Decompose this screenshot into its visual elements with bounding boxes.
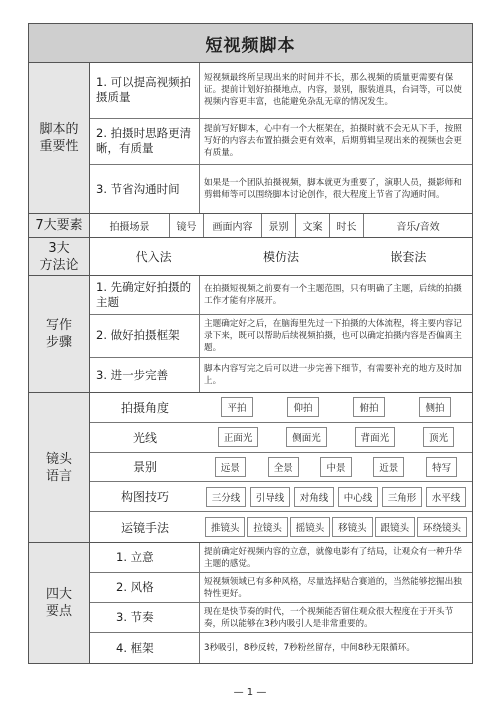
lens-label: 构图技巧 xyxy=(120,490,169,505)
lens-chip: 特写 xyxy=(426,457,457,477)
point-heading: 1. 立意 xyxy=(90,543,200,572)
lens-chip: 推镜头 xyxy=(205,517,246,537)
importance-heading: 3. 节省沟通时间 xyxy=(90,165,200,213)
lens-chip: 中景 xyxy=(320,457,351,477)
step-heading: 3. 进一步完善 xyxy=(90,358,200,392)
page-number: — 1 — xyxy=(233,687,267,698)
lens-chip: 水平线 xyxy=(426,487,467,507)
lens-chip: 中心线 xyxy=(338,487,379,507)
lens-label: 景别 xyxy=(132,460,157,475)
point-heading: 4. 框架 xyxy=(90,633,200,663)
lens-row xyxy=(90,453,472,483)
step-item xyxy=(90,276,472,315)
lens-chip: 全景 xyxy=(268,457,299,477)
section-label-lens: 镜头 语言 xyxy=(29,393,90,542)
lens-label: 运镜手法 xyxy=(120,520,169,535)
section-lens xyxy=(29,393,472,543)
step-item xyxy=(90,315,472,359)
section-label-points: 四大 要点 xyxy=(29,543,90,663)
importance-text: 如果是一个团队拍摄视频，脚本就更为重要了，演职人员，摄影师和剪辑师等可以围绕脚本讨论创作，很大程度上节省了沟通时间。 xyxy=(204,178,462,201)
point-heading: 3. 节奏 xyxy=(90,603,200,632)
point-text: 3秒吸引，8秒反转，7秒粉丝留存，中间8秒无限循环。 xyxy=(204,643,415,653)
importance-item xyxy=(90,165,472,213)
section-label-elements: 7大要素 xyxy=(29,214,90,237)
importance-item xyxy=(90,119,472,166)
lens-label: 光线 xyxy=(132,430,157,445)
lens-chip: 侧拍 xyxy=(419,397,450,417)
lens-chip: 三角形 xyxy=(382,487,423,507)
lens-row xyxy=(90,482,472,512)
element-cell: 拍摄场景 xyxy=(90,214,170,237)
element-cell: 音乐/音效 xyxy=(396,222,440,233)
section-steps xyxy=(29,276,472,393)
section-elements xyxy=(29,214,472,238)
lens-chip: 拉镜头 xyxy=(247,517,288,537)
lens-chip: 跟镜头 xyxy=(375,517,416,537)
point-text: 短视频领域已有多种风格，尽量选择贴合赛道的，当然能够挖掘出独特性更好。 xyxy=(204,576,462,599)
step-text: 在拍摄短视频之前要有一个主题范围，只有明确了主题，后续的拍摄工作才能有序展开。 xyxy=(204,283,462,306)
step-heading: 2. 做好拍摄框架 xyxy=(90,315,200,358)
importance-text: 提前写好脚本，心中有一个大框架在，拍摄时就不会无从下手，按照写好的内容去布置拍摄会更有效率，后期剪辑呈现出来的视频也会更有质量。 xyxy=(204,124,462,159)
section-label-steps: 写作 步骤 xyxy=(29,276,90,392)
lens-row xyxy=(90,393,472,423)
method-item: 代入法 xyxy=(135,250,172,264)
lens-row xyxy=(90,512,472,542)
lens-chip: 环绕镜头 xyxy=(417,517,467,537)
point-item xyxy=(90,573,472,603)
point-text: 提前确定好视频内容的立意，就像电影有了结局，让观众有一种升华主题的感觉。 xyxy=(204,546,462,569)
step-text: 主题确定好之后，在脑海里先过一下拍摄的大体流程，将主要内容记录下来，既可以帮助后续视频拍摄，也可以确定拍摄内容是否偏离主题。 xyxy=(204,318,462,353)
method-item: 模仿法 xyxy=(262,250,299,264)
section-label-methods: 3大 方法论 xyxy=(29,238,90,275)
section-points xyxy=(29,543,472,663)
lens-chip: 顶光 xyxy=(423,427,454,447)
lens-label: 拍摄角度 xyxy=(120,400,169,415)
importance-heading: 1. 可以提高视频拍摄质量 xyxy=(90,63,200,118)
method-item: 嵌套法 xyxy=(390,250,427,264)
page-title: 短视频脚本 xyxy=(29,24,472,63)
element-cell: 时长 xyxy=(330,214,364,237)
importance-heading: 2. 拍摄时思路更清晰，有质量 xyxy=(90,119,200,165)
lens-chip: 俯拍 xyxy=(353,397,384,417)
point-item xyxy=(90,633,472,663)
lens-chip: 移镜头 xyxy=(332,517,373,537)
lens-chip: 侧面光 xyxy=(286,427,327,447)
step-text: 脚本内容写完之后可以进一步完善下细节，有需要补充的地方及时加上。 xyxy=(204,364,462,387)
step-item xyxy=(90,358,472,392)
lens-chip: 仰拍 xyxy=(287,397,318,417)
lens-chip: 远景 xyxy=(215,457,246,477)
importance-item xyxy=(90,63,472,119)
script-table xyxy=(28,23,473,664)
lens-chip: 正面光 xyxy=(218,427,259,447)
lens-chip: 引导线 xyxy=(250,487,291,507)
lens-chip: 摇镜头 xyxy=(290,517,331,537)
section-methods xyxy=(29,238,472,276)
section-label-importance: 脚本的 重要性 xyxy=(29,63,90,213)
point-item xyxy=(90,603,472,633)
lens-chip: 背面光 xyxy=(355,427,396,447)
point-heading: 2. 风格 xyxy=(90,573,200,602)
step-heading: 1. 先确定好拍摄的主题 xyxy=(90,276,200,314)
point-text: 现在是快节奏的时代，一个视频能否留住观众很大程度在于开头节奏，所以能够在3秒内吸引人是非常重要的。 xyxy=(204,606,454,629)
lens-chip: 对角线 xyxy=(294,487,335,507)
element-cell: 景别 xyxy=(262,214,296,237)
importance-text: 短视频最终所呈现出来的时间并不长，那么视频的质量更需要有保证。提前计划好拍摄地点，内容，景别，服装道具，台词等，可以使视频内容更丰富，也能避免杂乱无章的情况发生。 xyxy=(204,73,462,108)
lens-chip: 平拍 xyxy=(221,397,252,417)
element-cell: 文案 xyxy=(296,214,330,237)
section-importance xyxy=(29,63,472,214)
element-cell: 画面内容 xyxy=(204,214,262,237)
lens-chip: 近景 xyxy=(373,457,404,477)
lens-chip: 三分线 xyxy=(206,487,247,507)
element-cell: 镜号 xyxy=(170,214,204,237)
point-item xyxy=(90,543,472,573)
lens-row xyxy=(90,423,472,453)
